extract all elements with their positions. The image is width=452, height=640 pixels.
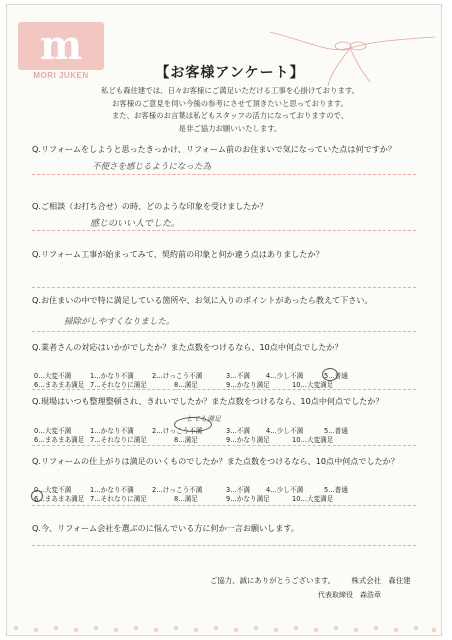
divider bbox=[32, 287, 416, 288]
divider bbox=[32, 230, 416, 231]
logo-text: MORI JUKEN bbox=[33, 71, 89, 80]
divider bbox=[32, 505, 416, 506]
option-9[interactable]: 9…かなり満足 bbox=[226, 381, 270, 389]
selected-mark bbox=[322, 368, 338, 381]
option-9[interactable]: 9…かなり満足 bbox=[226, 495, 270, 503]
rating-2-handwritten-note: とても満足 bbox=[186, 415, 221, 423]
option-10[interactable]: 10…大変満足 bbox=[292, 436, 334, 444]
option-2[interactable]: 2…けっこう不満 bbox=[152, 372, 203, 380]
option-1[interactable]: 1…かなり不満 bbox=[90, 427, 134, 435]
option-0[interactable]: 0…大変不満 bbox=[34, 427, 72, 435]
option-6[interactable]: 6…まあまあ満足 bbox=[34, 381, 85, 389]
intro-line: お客様のご意見を伺い今後の参考にさせて頂きたいと思っております。 bbox=[112, 98, 348, 108]
divider bbox=[32, 445, 416, 446]
divider bbox=[32, 174, 416, 175]
floral-border bbox=[6, 600, 442, 636]
selected-mark bbox=[174, 417, 212, 432]
final-question: Q.今、リフォーム会社を選ぶのに悩んでいる方に何か一言お願いします。 bbox=[32, 523, 299, 533]
option-3[interactable]: 3…不満 bbox=[226, 372, 250, 380]
option-10[interactable]: 10…大変満足 bbox=[292, 381, 334, 389]
answer-4-handwritten: 掃除がしやすくなりました。 bbox=[64, 317, 175, 327]
company-name: 株式会社 森住建 bbox=[351, 576, 411, 585]
option-8[interactable]: 8…満足 bbox=[174, 381, 198, 389]
option-0[interactable]: 0…大変不満 bbox=[34, 372, 72, 380]
question-1: Q.リフォームをしようと思ったきっかけ、リフォーム前のお住まいで気になっていた点は何ですか？ bbox=[32, 144, 396, 154]
rating-question-3: Q.リフォームの仕上がりは満足のいくものでしたか？また点数をつけるなら、10点中何点でしたか？ bbox=[32, 456, 399, 466]
intro-text bbox=[40, 85, 420, 135]
option-5[interactable]: 5…普通 bbox=[324, 427, 348, 435]
question-4: Q.お住まいの中で特に満足している箇所や、お気に入りのポイントがあったら教えて下さい。 bbox=[32, 295, 373, 305]
intro-line: 私ども森住建では、日々お客様にご満足いただける工事を心掛けております。 bbox=[100, 86, 360, 95]
option-7[interactable]: 7…それなりに満足 bbox=[90, 436, 147, 444]
thanks-text: ご協力、誠にありがとうございます。 bbox=[210, 576, 336, 585]
option-1[interactable]: 1…かなり不満 bbox=[90, 486, 134, 494]
footer-thanks bbox=[210, 575, 411, 586]
option-5[interactable]: 5…普通 bbox=[324, 372, 348, 380]
option-3[interactable]: 3…不満 bbox=[226, 427, 250, 435]
divider bbox=[32, 331, 416, 332]
option-10[interactable]: 10…大変満足 bbox=[292, 495, 334, 503]
option-8[interactable]: 8…満足 bbox=[174, 436, 198, 444]
option-8[interactable]: 8…満足 bbox=[174, 495, 198, 503]
option-4[interactable]: 4…少し不満 bbox=[266, 486, 304, 494]
option-5[interactable]: 5…普通 bbox=[324, 486, 348, 494]
company-logo bbox=[18, 22, 104, 82]
option-3[interactable]: 3…不満 bbox=[226, 486, 250, 494]
answer-2-handwritten: 感じのいい人でした。 bbox=[90, 219, 181, 229]
question-3: Q.リフォーム工事が始まってみて、契約前の印象と何か違う点はありましたか？ bbox=[32, 249, 324, 259]
logo-mark: m bbox=[39, 22, 83, 69]
intro-line: また、お客様のお言葉は私どもスタッフの活力になっておりますので、 bbox=[111, 111, 349, 120]
page-title: 【お客様アンケート】 bbox=[155, 65, 305, 81]
selected-mark bbox=[31, 490, 43, 502]
rating-question-2: Q.現場はいつも整理整頓され、きれいでしたか？また点数をつけるなら、10点中何点でしたか？ bbox=[32, 396, 384, 406]
option-2[interactable]: 2…けっこう不満 bbox=[152, 486, 203, 494]
option-0[interactable]: 0…大変不満 bbox=[34, 486, 72, 494]
answer-1-handwritten: 不便さを感じるようになった為 bbox=[92, 162, 212, 172]
option-4[interactable]: 4…少し不満 bbox=[266, 372, 304, 380]
intro-line: 是非ご協力お願いいたします。 bbox=[178, 123, 282, 133]
option-7[interactable]: 7…それなりに満足 bbox=[90, 495, 147, 503]
option-6[interactable]: 6…まあまあ満足 bbox=[34, 495, 85, 503]
representative: 代表取締役 森浩章 bbox=[318, 591, 381, 599]
option-4[interactable]: 4…少し不満 bbox=[266, 427, 304, 435]
option-9[interactable]: 9…かなり満足 bbox=[226, 436, 270, 444]
rating-question-1: Q.業者さんの対応はいかがでしたか？また点数をつけるなら、10点中何点でしたか？ bbox=[32, 342, 343, 352]
question-2: Q.ご相談（お打ち合せ）の時、どのような印象を受けましたか？ bbox=[32, 201, 268, 211]
option-7[interactable]: 7…それなりに満足 bbox=[90, 381, 147, 389]
option-6[interactable]: 6…まあまあ満足 bbox=[34, 436, 85, 444]
divider bbox=[32, 389, 416, 390]
divider bbox=[32, 545, 416, 546]
option-1[interactable]: 1…かなり不満 bbox=[90, 372, 134, 380]
option-2[interactable]: 2…けっこう不満 bbox=[152, 427, 203, 435]
